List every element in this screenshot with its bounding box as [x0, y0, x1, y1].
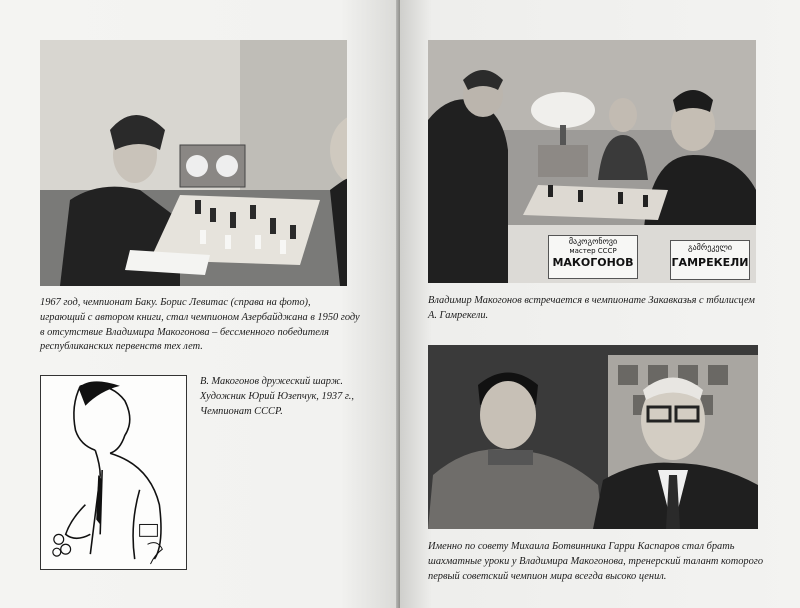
- photo-transcaucasia-championship: [428, 40, 756, 283]
- caption-transcaucasia: Владимир Макогонов встречается в чемпионате Закавказья с тбилисцем А. Гамрекели.: [428, 295, 755, 321]
- right-page: [400, 0, 800, 608]
- caption-kasparov: Именно по совету Михаила Ботвинника Гарри Каспаров стал брать шахматные уроки у Владимира Макогонова, тренерский талант которого первый советский чемпион мира всегда высоко ценил.: [428, 541, 764, 582]
- caption-cartoon: В. Макогонов дружеский шарж. Художник Юрий Юзепчук, 1937 г., Чемпионат СССР.: [200, 376, 354, 417]
- nameplate-makogonov: მაკოგონოვი мастер СССР МАКОГОНОВ: [548, 235, 638, 279]
- photo-kasparov-botvinnik: [428, 345, 758, 529]
- photo-chess-game-baku: [40, 40, 347, 286]
- cartoon-makogonov-drawing: [40, 375, 187, 570]
- nameplate-gamrekeli: გამრეკელი ГАМРЕКЕЛИ: [670, 240, 750, 280]
- caption-baku-1967: 1967 год, чемпионат Баку. Борис Левитас (справа на фото), играющий с автором книги, стал чемпионом Азербайджана в 1950 году в отсутствие Владимира Макогонова – бессменного победителя республиканских первенств тех лет.: [40, 297, 360, 353]
